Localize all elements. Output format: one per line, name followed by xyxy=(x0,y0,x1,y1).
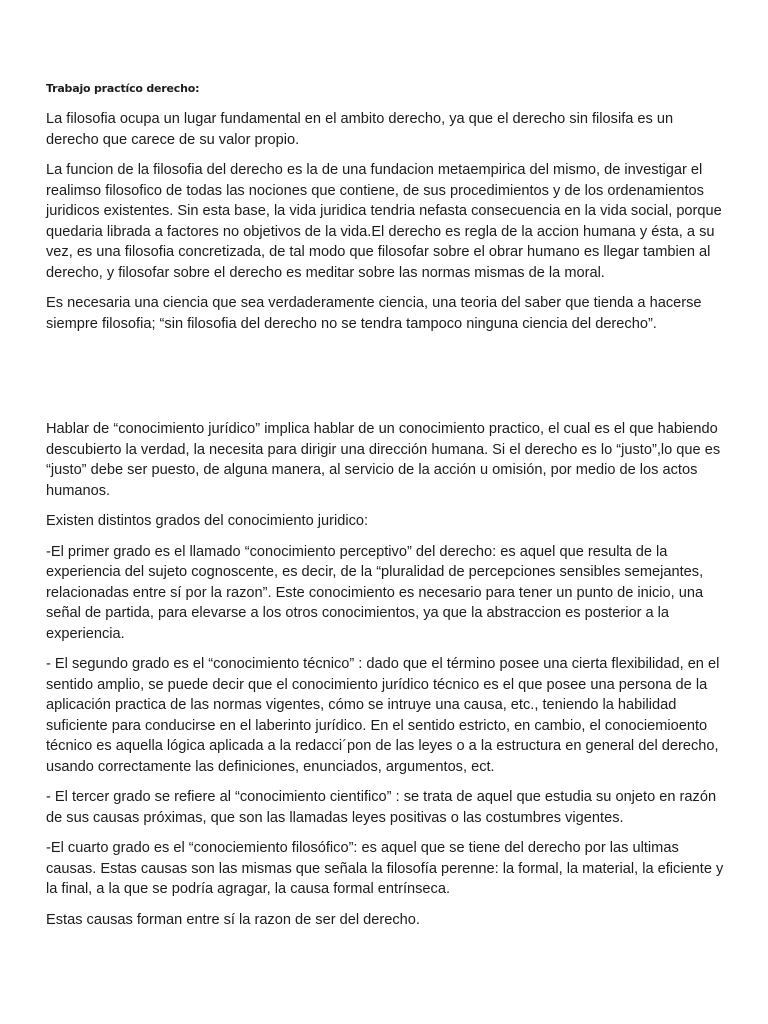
paragraph-segundo-grado: - El segundo grado es el “conocimiento técnico” : dado que el término posee una cierta flexibilidad, en el sentido amplio, se puede decir que el conocimiento jurídico técnico es el que posee una persona de la aplicación practica de las normas vigentes, cómo se intruye una causa, etc., teniendo la habilidad suficiente para conducirse en el laberinto jurídico. En el sentido estricto, en cambio, el conociemioento técnico es aquella lógica aplicada a la redacci´pon de las leyes o a la estructura en general del derecho, usando correctamente las definiciones, enunciados, argumentos, ect. xyxy=(46,656,720,775)
paragraph-funcion: La funcion de la filosofia del derecho es la de una fundacion metaempirica del mismo, de investigar el realimso filosofico de todas las nociones que contiene, de sus procedimientos y de los ordenamientos juridicos existentes. Sin esta base, la vida juridica tendria nefasta consecuencia en la vida social, porque quedaria librada a factores no objetivos de la vida.El derecho es regla de la accion humana y ésta, a su vez, es una filosofia concretizada, de tal modo que filosofar sobre el obrar humano es llegar tambien al derecho, y filosofar sobre el derecho es meditar sobre las normas mismas de la moral. xyxy=(46,162,722,281)
paragraph-ciencia: Es necesaria una ciencia que sea verdaderamente ciencia, una teoria del saber que tienda a hacerse siempre filosofia; “sin filosofia del derecho no se tendra tampoco ninguna ciencia del derecho”. xyxy=(46,295,702,332)
document-title: Trabajo practíco derecho: xyxy=(46,82,200,95)
paragraph-conclusion: Estas causas forman entre sí la razon de ser del derecho. xyxy=(46,911,420,928)
paragraph-grados-intro: Existen distintos grados del conocimiento juridico: xyxy=(46,513,369,529)
paragraph-intro: La filosofia ocupa un lugar fundamental en el ambito derecho, ya que el derecho sin filosifa es un derecho que carece de su valor propio. xyxy=(46,111,674,148)
blank-gap xyxy=(46,344,724,419)
document-page xyxy=(46,74,724,940)
paragraph-tercer-grado: - El tercer grado se refiere al “conocimiento cientifico” : se trata de aquel que estudia su onjeto en razón de sus causas próximas, que son las llamadas leyes positivas o las costumbres vigentes. xyxy=(46,789,717,826)
paragraph-primer-grado: -El primer grado es el llamado “conocimiento perceptivo” del derecho: es aquel que resulta de la experiencia del sujeto cognoscente, es decir, de la “pluralidad de percepciones sensibles semejantes, relacionadas entre sí por la razon”. Este conocimiento es necesario para tener un punto de inicio, una señal de partida, para elevarse a los otros conocimientos, ya que la abstraccion es posterior a la experiencia. xyxy=(46,543,704,642)
paragraph-cuarto-grado: -El cuarto grado es el “conociemiento filosófico”: es aquel que se tiene del derecho por las ultimas causas. Estas causas son las mismas que señala la filosofía perenne: la formal, la material, la eficiente y la final, a la que se podría agragar, la causa formal entrínseca. xyxy=(46,840,724,897)
paragraph-conocimiento-juridico: Hablar de “conocimiento jurídico” implica hablar de un conocimiento practico, el cual es el que habiendo descubierto la verdad, la necesita para dirigir una dirección humana. Si el derecho es lo “justo”,lo que es “justo” debe ser puesto, de alguna manera, al servicio de la acción u omisión, por medio de los actos humanos. xyxy=(46,421,721,499)
